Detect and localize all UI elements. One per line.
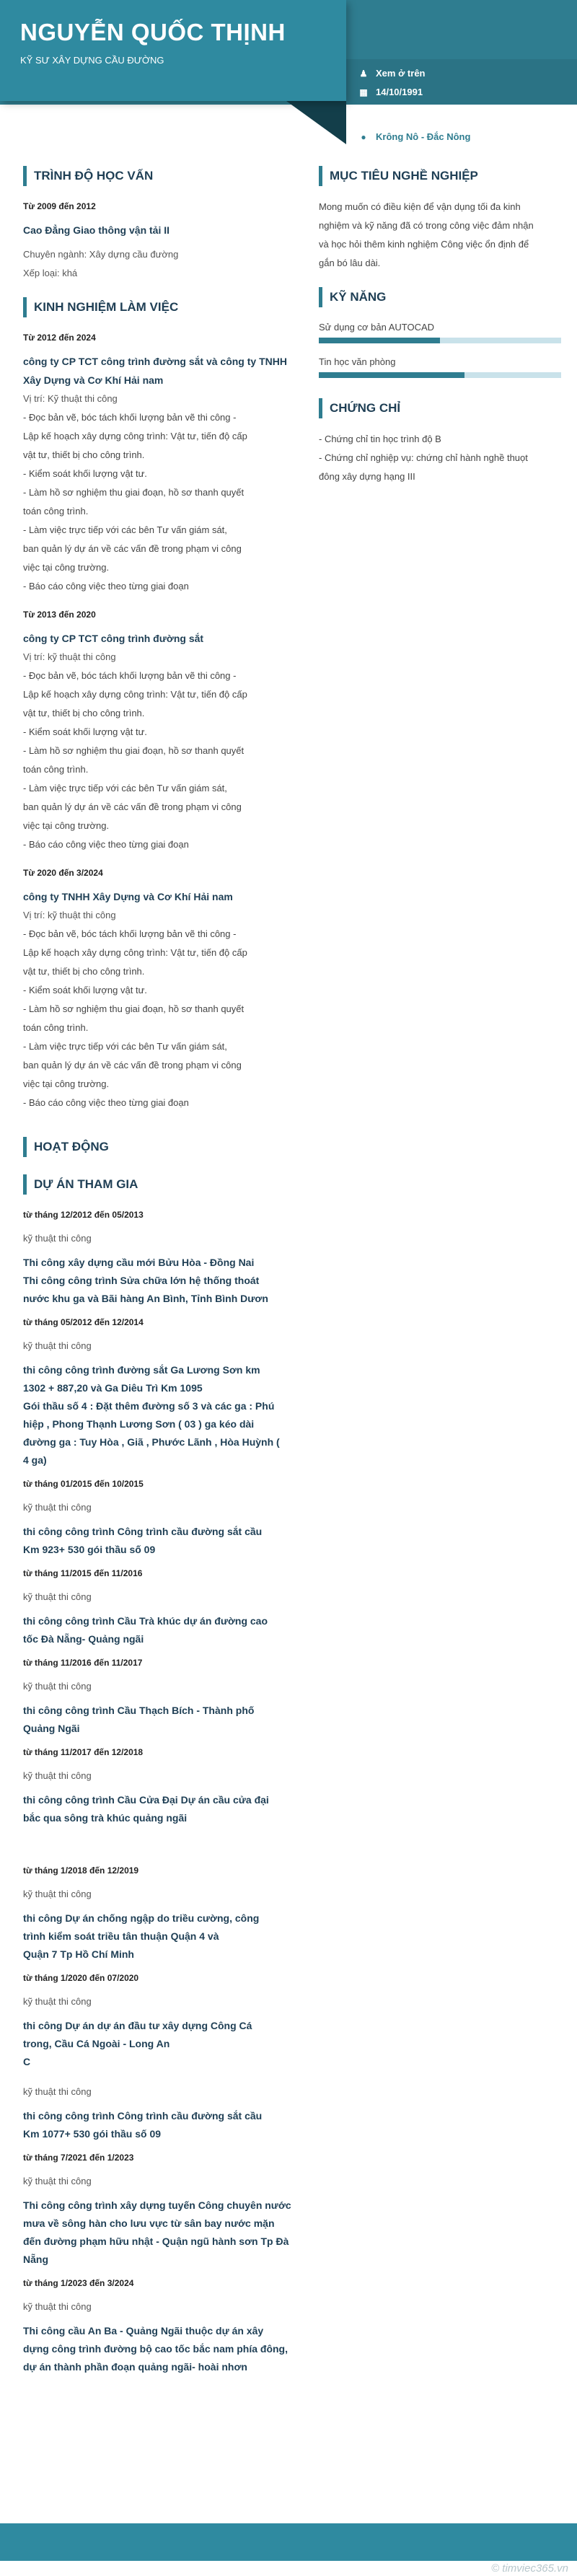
spacer <box>23 2101 306 2107</box>
project-desc-line: hiệp , Phong Thạnh Lương Sơn ( 03 ) ga kéo dài <box>23 1418 255 1430</box>
project-desc-line: Km 923+ 530 gói thầu số 09 <box>23 1544 156 1555</box>
skills-heading: KỸ NĂNG <box>319 287 561 307</box>
objective-line: nghiệm và kỹ năng đã có trong công việc đảm nhận <box>319 220 534 231</box>
education-heading: TRÌNH ĐỘ HỌC VẤN <box>23 166 306 186</box>
project-desc-line: nước khu ga và Bãi hàng An Bình, Tỉnh Bình Dươn <box>23 1293 268 1304</box>
experience-list <box>23 329 306 1122</box>
job-duty-line: - Báo cáo công việc theo từng giai đoạn <box>23 1097 189 1108</box>
experience-heading: KINH NGHIỆM LÀM VIỆC <box>23 297 306 317</box>
job-duty-line: Lập kế hoạch xây dựng công trình: Vật tư, tiến độ cấp <box>23 689 247 700</box>
spacer <box>23 1606 306 1612</box>
job-duty-line: - Kiểm soát khối lượng vật tư. <box>23 726 147 737</box>
job-company: công ty TNHH Xây Dựng và Cơ Khí Hải nam <box>23 891 233 902</box>
job-duty-line: - Làm việc trực tiếp với các bên Tư vấn giám sát, <box>23 783 227 794</box>
skill-label: Sử dụng cơ bản AUTOCAD <box>319 322 435 333</box>
spacer <box>23 1904 306 1909</box>
project-desc-line: mưa về sông hàn cho lưu vực từ sân bay nước mặn <box>23 2217 275 2229</box>
watermark: © timviec365.vn <box>491 2562 568 2575</box>
job-duty-line: ban quản lý dự án về các vấn đề trong phạm vi công <box>23 801 242 812</box>
project-period: từ tháng 1/2018 đến 12/2019 <box>23 1865 139 1876</box>
project-role: kỹ thuật thi công <box>23 1340 92 1351</box>
job-duty-line: Lập kế hoạch xây dựng công trình: Vật tư, tiến độ cấp <box>23 947 247 958</box>
spacer <box>23 2166 306 2172</box>
spacer <box>23 1987 306 1992</box>
project-role: kỹ thuật thi công <box>23 1889 92 1899</box>
job-duty-line: vật tư, thiết bị cho công trình. <box>23 708 145 718</box>
contact-text: Xem ở trên <box>376 108 426 119</box>
spacer <box>23 1671 306 1677</box>
objective-line: Mong muốn có điều kiện để vận dụng tối đa kinh <box>319 201 521 212</box>
spacer <box>23 1582 306 1588</box>
job-duty-line: Lập kế hoạch xây dựng công trình: Vật tư, tiến độ cấp <box>23 431 247 441</box>
job-duty-line: - Làm hồ sơ nghiệm thu giai đoạn, hồ sơ thanh quyết <box>23 1003 245 1014</box>
project-desc-line: đường ga : Tuy Hòa , Giã , Phước Lãnh , Hòa Huỳnh ( <box>23 1436 280 1448</box>
certificate-line: đông xây dựng hạng III <box>319 471 415 482</box>
project-period: từ tháng 1/2023 đến 3/2024 <box>23 2278 134 2288</box>
project-period: từ tháng 1/2020 đến 07/2020 <box>23 1973 139 1983</box>
project-desc-line: thi công công trình đường sắt Ga Lương Sơn km <box>23 1364 260 1376</box>
objective-line: và học hỏi thêm kinh nghiệm Công việc ổn định để <box>319 239 529 250</box>
certificates-list <box>319 430 561 486</box>
project-role: kỹ thuật thi công <box>23 1502 92 1513</box>
spacer <box>23 1761 306 1767</box>
spacer <box>23 2376 306 2382</box>
education-grade: Xếp loại: khá <box>23 268 78 278</box>
candidate-title: KỸ SƯ XÂY DỰNG CẦU ĐƯỜNG <box>20 55 164 66</box>
envelope-icon: ✉ <box>359 108 368 119</box>
project-entry <box>23 2274 306 2382</box>
job-duty-line: - Làm hồ sơ nghiệm thu giai đoạn, hồ sơ thanh quyết <box>23 487 245 498</box>
job-duty-line: - Báo cáo công việc theo từng giai đoạn <box>23 581 189 592</box>
contact-item-email <box>358 108 426 119</box>
project-desc-line: C <box>23 2056 31 2067</box>
project-desc-line: thi công công trình Cầu Cửa Đại Dự án cầu cửa đại <box>23 1794 269 1806</box>
certificates-heading: CHỨNG CHỈ <box>319 398 561 418</box>
project-desc-line: Thi công xây dựng cầu mới Bửu Hòa - Đồng Nai <box>23 1257 255 1268</box>
project-desc-line: bắc qua sông trà khúc quảng ngãi <box>23 1812 188 1824</box>
spacer <box>23 2071 306 2077</box>
project-desc-line: thi công công trình Công trình cầu đường sắt cầu <box>23 1526 263 1537</box>
project-role: kỹ thuật thi công <box>23 2301 92 2312</box>
footer-band <box>0 2523 577 2561</box>
project-role: kỹ thuật thi công <box>23 1681 92 1692</box>
skill-label: Tin học văn phòng <box>319 356 396 367</box>
project-entry <box>23 1314 306 1475</box>
project-desc-line: Km 1077+ 530 gói thầu số 09 <box>23 2128 162 2140</box>
project-entry <box>23 1969 306 2077</box>
job-company: công ty CP TCT công trình đường sắt <box>23 633 204 644</box>
spacer <box>23 1517 306 1523</box>
project-role: kỹ thuật thi công <box>23 1233 92 1244</box>
name-block <box>0 0 346 101</box>
spacer <box>23 2077 306 2083</box>
education-major: Chuyên ngành: Xây dựng cầu đường <box>23 249 179 260</box>
spacer <box>23 1248 306 1254</box>
contact-panel <box>346 59 577 105</box>
project-desc-line: thi công Dự án dự án đầu tư xây dựng Công Cá <box>23 2020 252 2031</box>
job-entry <box>23 329 306 606</box>
project-desc-line: Quảng Ngãi <box>23 1723 80 1734</box>
spacer <box>23 1696 306 1702</box>
job-period: Từ 2013 đến 2020 <box>23 610 96 620</box>
job-duty-line: - Làm việc trực tiếp với các bên Tư vấn giám sát, <box>23 524 227 535</box>
job-duty-line: việc tại công trường. <box>23 562 110 573</box>
spacer <box>23 1879 306 1885</box>
project-entry <box>23 1744 306 1833</box>
job-duty-line: vật tư, thiết bị cho công trình. <box>23 449 145 460</box>
project-entry <box>23 1475 306 1565</box>
contact-item-person <box>358 68 426 79</box>
right-column <box>319 166 561 486</box>
spacer <box>23 2011 306 2017</box>
contact-text: 14/10/1991 <box>376 87 423 97</box>
calendar-icon: ▦ <box>359 87 368 97</box>
project-role: kỹ thuật thi công <box>23 2086 92 2097</box>
project-period: từ tháng 12/2012 đến 05/2013 <box>23 1210 144 1220</box>
project-period: từ tháng 05/2012 đến 12/2014 <box>23 1317 144 1327</box>
project-desc-line: thi công công trình Công trình cầu đường sắt cầu <box>23 2110 263 2122</box>
spacer <box>23 1738 306 1744</box>
spacer <box>23 1559 306 1565</box>
project-desc-line: thi công công trình Cầu Thạch Bích - Thành phố <box>23 1705 255 1716</box>
project-role: kỹ thuật thi công <box>23 1996 92 2007</box>
contact-item-birthday <box>358 87 423 97</box>
job-company: công ty CP TCT công trình đường sắt và công ty TNHH Xây Dựng và Cơ Khí Hải nam <box>23 356 287 386</box>
job-duty-line: - Đọc bản vẽ, bóc tách khối lượng bản vẽ thi công - <box>23 670 237 681</box>
project-role: kỹ thuật thi công <box>23 1770 92 1781</box>
spacer <box>23 2143 306 2149</box>
spacer <box>23 1493 306 1498</box>
person-icon: ♟ <box>359 68 368 79</box>
spacer <box>23 1785 306 1791</box>
project-entry <box>23 2149 306 2274</box>
project-desc-line: thi công công trình Cầu Trà khúc dự án đường cao <box>23 1615 268 1627</box>
project-desc-line: Thi công công trình xây dựng tuyến Công chuyên nước <box>23 2199 291 2211</box>
spacer <box>23 1331 306 1337</box>
job-duty-line: ban quản lý dự án về các vấn đề trong phạm vi công <box>23 1060 242 1071</box>
job-duty-line: - Làm hồ sơ nghiệm thu giai đoạn, hồ sơ thanh quyết <box>23 745 245 756</box>
project-desc-line: tốc Đà Nẵng- Quảng ngãi <box>23 1633 144 1645</box>
project-entry <box>23 1206 306 1314</box>
job-entry <box>23 606 306 864</box>
job-duty-line: - Đọc bản vẽ, bóc tách khối lượng bản vẽ thi công - <box>23 928 237 939</box>
project-period: từ tháng 11/2015 đến 11/2016 <box>23 1568 143 1578</box>
project-desc-line: trình kiểm soát triều tân thuận Quận 4 và <box>23 1930 219 1942</box>
left-column <box>23 166 306 2382</box>
certificate-line: - Chứng chỉ nghiệp vụ: chứng chỉ hành nghề thuọt <box>319 452 528 463</box>
project-period: từ tháng 11/2017 đến 12/2018 <box>23 1747 144 1757</box>
candidate-name: NGUYỄN QUỐC THỊNH <box>20 19 286 45</box>
project-desc-line: Gói thầu số 4 : Đặt thêm đường số 3 và các ga : Phú <box>23 1400 275 1412</box>
certificate-line: - Chứng chỉ tin học trình độ B <box>319 434 441 444</box>
project-desc-line: thi công Dự án chống ngập do triều cường, công <box>23 1912 260 1924</box>
project-entry <box>23 1565 306 1654</box>
project-desc-line: Thi công công trình Sửa chữa lớn hệ thống thoát <box>23 1275 260 1286</box>
project-desc-line: Quận 7 Tp Hồ Chí Minh <box>23 1948 134 1960</box>
project-period: từ tháng 11/2016 đến 11/2017 <box>23 1658 143 1668</box>
job-position: Vị trí: kỹ thuật thi công <box>23 910 116 920</box>
spacer <box>23 1223 306 1229</box>
project-desc-line: dự án thành phần đoạn quảng ngãi- hoài nhơn <box>23 2361 247 2373</box>
skill-bar-fill <box>319 338 440 343</box>
project-desc-line: 1302 + 887,20 và Ga Diêu Trì Km 1095 <box>23 1382 203 1394</box>
job-duty-line: ban quản lý dự án về các vấn đề trong phạm vi công <box>23 543 242 554</box>
objective-line: gắn bó lâu dài. <box>319 258 381 268</box>
job-duty-line: - Làm việc trực tiếp với các bên Tư vấn giám sát, <box>23 1041 227 1052</box>
job-duty-line: - Kiểm soát khối lượng vật tư. <box>23 468 147 479</box>
skill-bar <box>319 372 561 378</box>
skills-list <box>319 319 561 378</box>
contact-text: Krông Nô - Đắc Nông <box>376 131 471 142</box>
job-period: Từ 2012 đến 2024 <box>23 333 96 343</box>
project-period: từ tháng 01/2015 đến 10/2015 <box>23 1479 144 1489</box>
spacer <box>23 2191 306 2197</box>
spacer <box>23 2292 306 2298</box>
job-duty-line: việc tại công trường. <box>23 1078 110 1089</box>
objective-text <box>319 198 561 273</box>
projects-heading: DỰ ÁN THAM GIA <box>23 1174 306 1195</box>
project-desc-line: trong, Cầu Cá Ngoài - Long An <box>23 2038 170 2049</box>
contact-text: Xem ở trên <box>376 68 426 79</box>
map-pin-icon: ● <box>361 131 366 142</box>
job-duty-line: toán công trình. <box>23 506 89 516</box>
projects-list <box>23 1206 306 1833</box>
activities-heading: HOẠT ĐỘNG <box>23 1137 306 1157</box>
job-duty-line: - Đọc bản vẽ, bóc tách khối lượng bản vẽ thi công - <box>23 412 237 423</box>
job-duty-line: toán công trình. <box>23 1022 89 1033</box>
project-role: kỹ thuật thi công <box>23 1591 92 1602</box>
job-duty-line: vật tư, thiết bị cho công trình. <box>23 966 145 977</box>
education-period: Từ 2009 đến 2012 <box>23 201 96 211</box>
objective-heading: MỤC TIÊU NGHỀ NGHIỆP <box>319 166 561 186</box>
job-duty-line: - Báo cáo công việc theo từng giai đoạn <box>23 839 189 850</box>
job-duty-line: việc tại công trường. <box>23 820 110 831</box>
project-entry <box>23 1862 306 1969</box>
spacer <box>23 1469 306 1475</box>
contact-item-location <box>358 131 470 142</box>
skill-bar-fill <box>319 372 464 378</box>
project-desc-line: Nẵng <box>23 2254 48 2265</box>
job-position: Vị trí: kỹ thuật thi công <box>23 651 116 662</box>
spacer <box>23 1648 306 1654</box>
job-entry <box>23 864 306 1122</box>
spacer <box>23 2316 306 2322</box>
projects-list-more <box>23 2077 306 2382</box>
project-desc-line: Thi công cầu An Ba - Quảng Ngãi thuộc dự án xây <box>23 2325 264 2337</box>
project-period: từ tháng 7/2021 đến 1/2023 <box>23 2153 134 2163</box>
project-entry <box>23 1654 306 1744</box>
project-entry <box>23 2077 306 2149</box>
spacer <box>23 2269 306 2274</box>
header-fold-decoration <box>286 101 346 144</box>
project-desc-line: dựng công trình đường bộ cao tốc bắc nam phía đông, <box>23 2343 288 2355</box>
spacer <box>23 1355 306 1361</box>
spacer <box>23 1308 306 1314</box>
job-duty-line: toán công trình. <box>23 764 89 775</box>
spacer <box>23 1964 306 1969</box>
project-role: kỹ thuật thi công <box>23 2176 92 2186</box>
job-position: Vị trí: Kỹ thuật thi công <box>23 393 118 404</box>
skill-bar <box>319 338 561 343</box>
project-desc-line: 4 ga) <box>23 1454 47 1466</box>
projects-list-continued <box>23 1862 306 2077</box>
spacer <box>23 1827 306 1833</box>
job-duty-line: - Kiểm soát khối lượng vật tư. <box>23 985 147 995</box>
job-period: Từ 2020 đến 3/2024 <box>23 868 103 878</box>
education-school: Cao Đẳng Giao thông vận tải II <box>23 224 170 236</box>
project-desc-line: đến đường phạm hữu nhật - Quận ngũ hành sơn Tp Đà <box>23 2236 289 2247</box>
